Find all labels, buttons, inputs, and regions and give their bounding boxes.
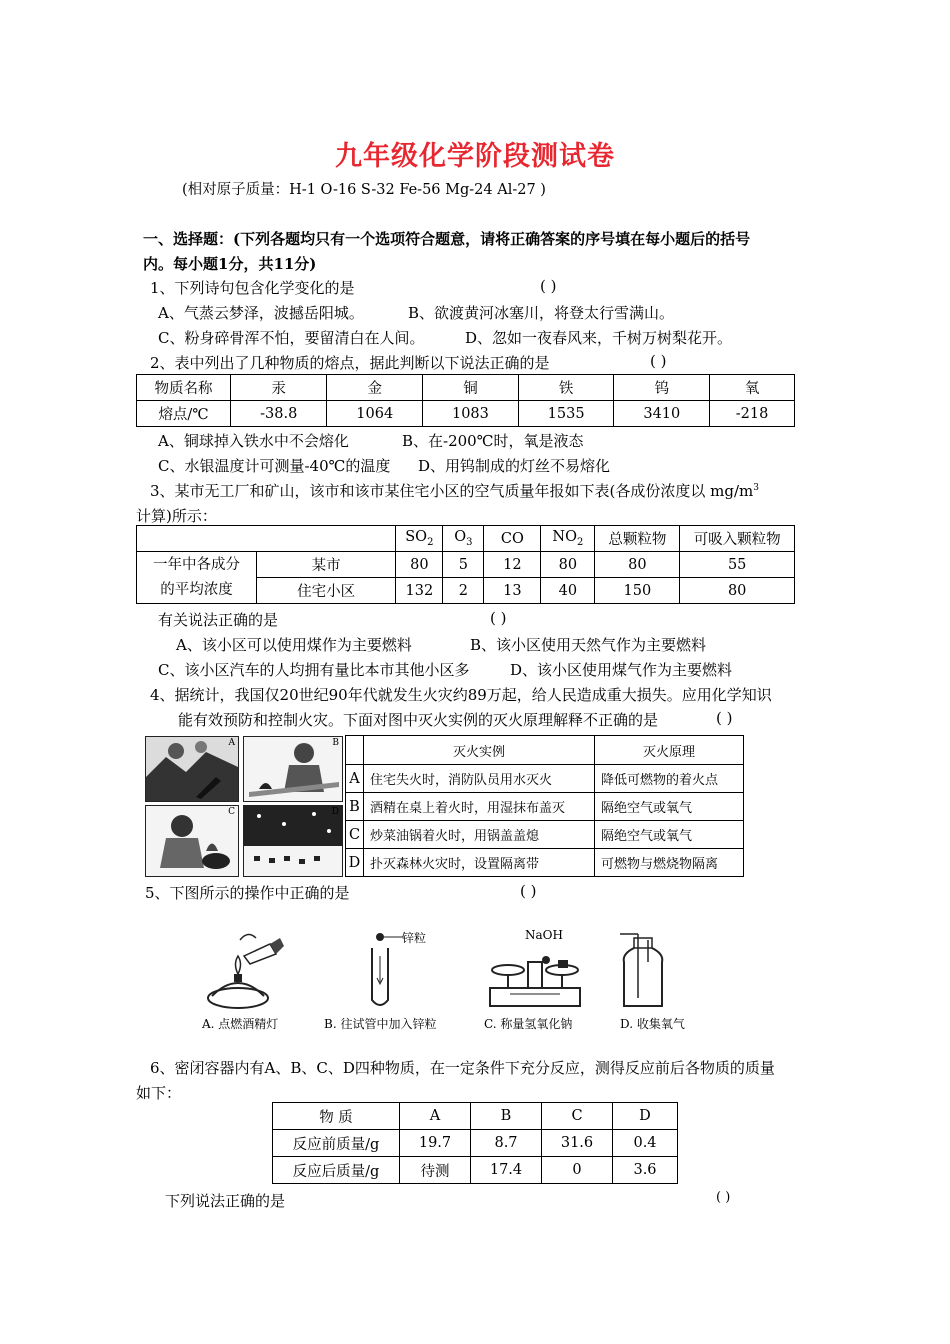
house-fire-illustration	[146, 737, 238, 801]
q3-answer-bracket: ( )	[490, 609, 507, 627]
aq-header-cell: 总颗粒物	[595, 526, 680, 552]
aq-cell: 2	[443, 578, 484, 604]
q1-answer-bracket: ( )	[540, 277, 557, 295]
mass-header-cell: B	[471, 1103, 542, 1130]
mp-header-cell: 铁	[518, 375, 614, 401]
q2-answer-bracket: ( )	[650, 352, 667, 370]
fire-picture-c	[145, 805, 239, 877]
aq-cell: 150	[595, 578, 680, 604]
q3-option-c: C、该小区汽车的人均拥有量比本市其他小区多	[158, 661, 470, 679]
q3-option-b: B、该小区使用天然气作为主要燃料	[470, 636, 707, 654]
aq-header-sub: 2	[576, 536, 584, 548]
aq-header-cell: 可吸入颗粒物	[680, 526, 795, 552]
q1-option-b: B、欲渡黄河冰塞川，将登太行雪满山。	[408, 304, 675, 322]
fire-principle-cell: 可燃物与燃烧物隔离	[595, 849, 744, 877]
fire-row-label: C	[346, 821, 364, 849]
pan-fire-illustration	[146, 806, 238, 876]
aq-cell: 5	[443, 552, 484, 578]
aq-header-cell	[443, 526, 484, 552]
fire-row-label: D	[346, 849, 364, 877]
q5-answer-bracket: ( )	[520, 882, 537, 900]
aq-row-label: 某市	[257, 552, 396, 578]
q2-option-a: A、铜球掉入铁水中不会熔化	[158, 432, 349, 450]
mass-header-cell: 物 质	[273, 1103, 400, 1130]
q5-caption-a: A. 点燃酒精灯	[202, 1017, 279, 1031]
section-heading-line2: 内。每小题1分，共11分)	[143, 255, 317, 273]
mp-row-cell: 1535	[518, 401, 614, 427]
mp-header-cell: 氧	[710, 375, 795, 401]
gas-bottle-figure	[618, 932, 668, 1010]
aq-cell: 80	[595, 552, 680, 578]
mass-cell: 反应前质量/g	[273, 1130, 400, 1157]
fire-table-header: 灭火实例	[364, 736, 595, 765]
mp-header-cell: 物质名称	[137, 375, 231, 401]
q5-caption-c: C. 称量氢氧化钠	[484, 1017, 573, 1031]
atomic-masses: (相对原子质量：H-1 O-16 S-32 Fe-56 Mg-24 Al-27 )	[182, 182, 546, 198]
q6-stem-line2: 如下：	[136, 1084, 182, 1102]
q4-stem-line1: 4、据统计，我国仅20世纪90年代就发生火灾约89万起，给人民造成重大损失。应用化学知识	[150, 686, 772, 704]
q1-option-d: D、忽如一夜春风来，千树万树梨花开。	[465, 329, 733, 347]
aq-group-label-line2: 的平均浓度	[160, 581, 233, 598]
fire-picture-b	[243, 736, 343, 802]
forest-fire-illustration	[244, 806, 342, 876]
fire-table-header: 灭火原理	[595, 736, 744, 765]
aq-cell: 80	[541, 552, 595, 578]
alcohol-lamp-figure	[200, 930, 290, 1012]
mp-row-cell: 3410	[614, 401, 710, 427]
fire-row-label: A	[346, 765, 364, 793]
q4-stem-line2: 能有效预防和控制火灾。下面对图中灭火实例的灭火原理解释不正确的是	[178, 711, 659, 729]
q6-stem-line1: 6、密闭容器内有A、B、C、D四种物质，在一定条件下充分反应，测得反应前后各物质的质量	[150, 1059, 775, 1077]
q2-stem: 2、表中列出了几种物质的熔点，据此判断以下说法正确的是	[150, 354, 550, 372]
mass-cell: 0	[542, 1157, 613, 1184]
melting-point-table	[136, 374, 795, 427]
q2-option-c: C、水银温度计可测量-40℃的温度	[158, 457, 391, 475]
air-quality-table	[136, 525, 795, 604]
q3-stem-line2: 计算)所示：	[136, 507, 217, 525]
aq-group-label	[137, 552, 257, 604]
mp-row-cell: -38.8	[231, 401, 327, 427]
aq-header-cell	[396, 526, 443, 552]
aq-header-text: O	[454, 529, 467, 546]
aq-corner-cell	[137, 526, 396, 552]
mass-cell: 0.4	[613, 1130, 678, 1157]
mass-cell: 3.6	[613, 1157, 678, 1184]
fire-picture-d	[243, 805, 343, 877]
aq-cell: 80	[396, 552, 443, 578]
aq-group-label-line1: 一年中各成分	[153, 556, 240, 573]
aq-header-cell: CO	[484, 526, 541, 552]
aq-cell: 40	[541, 578, 595, 604]
mp-row-cell: -218	[710, 401, 795, 427]
fire-row-label: B	[346, 793, 364, 821]
aq-cell: 12	[484, 552, 541, 578]
aq-header-sub: 2	[427, 536, 434, 548]
mp-row-cell: 1083	[423, 401, 519, 427]
mp-header-cell: 金	[327, 375, 423, 401]
q3-stem-text: 3、某市无工厂和矿山，该市和该市某住宅小区的空气质量年报如下表(各成份浓度以 mg/m	[150, 482, 754, 500]
fire-example-cell: 炒菜油锅着火时，用锅盖盖熄	[364, 821, 595, 849]
q6-answer-bracket: ( )	[716, 1190, 731, 1205]
mp-row-cell: 1064	[327, 401, 423, 427]
fire-picture-a	[145, 736, 239, 802]
mass-cell: 反应后质量/g	[273, 1157, 400, 1184]
q5-caption-b: B. 往试管中加入锌粒	[324, 1017, 437, 1031]
mass-header-cell: D	[613, 1103, 678, 1130]
aq-cell: 132	[396, 578, 443, 604]
mass-cell: 31.6	[542, 1130, 613, 1157]
mass-header-cell: A	[400, 1103, 471, 1130]
q3-option-a: A、该小区可以使用煤作为主要燃料	[176, 636, 412, 654]
mass-cell: 19.7	[400, 1130, 471, 1157]
q3-stem-superscript: 3	[753, 483, 760, 493]
picture-tag: D	[331, 807, 339, 817]
q1-stem: 1、下列诗句包含化学变化的是	[150, 279, 355, 297]
picture-tag: A	[228, 738, 235, 748]
fire-principle-cell: 隔绝空气或氧气	[595, 793, 744, 821]
q6-prompt: 下列说法正确的是	[165, 1192, 286, 1210]
mp-row-cell: 熔点/℃	[137, 401, 231, 427]
fire-table	[345, 735, 744, 877]
fire-example-cell: 酒精在桌上着火时，用湿抹布盖灭	[364, 793, 595, 821]
picture-tag: B	[332, 738, 339, 748]
table-fire-illustration	[244, 737, 342, 801]
q3-prompt: 有关说法正确的是	[158, 611, 279, 629]
section-heading-line1: 一、选择题：(下列各题均只有一个选项符合题意，请将正确答案的序号填在每小题后的括号	[143, 230, 751, 248]
fire-example-cell: 住宅失火时，消防队员用水灭火	[364, 765, 595, 793]
q1-option-c: C、粉身碎骨浑不怕，要留清白在人间。	[158, 329, 425, 347]
q1-option-a: A、气蒸云梦泽，波撼岳阳城。	[158, 304, 364, 322]
zinc-label: 锌粒	[402, 931, 427, 945]
mass-header-cell: C	[542, 1103, 613, 1130]
naoh-label: NaOH	[525, 928, 563, 942]
mass-cell: 待测	[400, 1157, 471, 1184]
mass-cell: 17.4	[471, 1157, 542, 1184]
q3-stem	[150, 480, 759, 501]
reaction-mass-table	[272, 1102, 678, 1184]
q2-option-d: D、用钨制成的灯丝不易熔化	[418, 457, 611, 475]
mass-cell: 8.7	[471, 1130, 542, 1157]
mp-header-cell: 钨	[614, 375, 710, 401]
aq-header-cell	[541, 526, 595, 552]
fire-table-corner	[346, 736, 364, 765]
aq-header-text: SO	[405, 529, 428, 546]
fire-principle-cell: 隔绝空气或氧气	[595, 821, 744, 849]
balance-figure	[480, 942, 590, 1008]
mp-header-cell: 铜	[423, 375, 519, 401]
aq-cell: 55	[680, 552, 795, 578]
fire-principle-cell: 降低可燃物的着火点	[595, 765, 744, 793]
q3-option-d: D、该小区使用煤气作为主要燃料	[510, 661, 733, 679]
page-title: 九年级化学阶段测试卷	[335, 141, 615, 172]
mp-header-cell: 汞	[231, 375, 327, 401]
aq-row-label: 住宅小区	[257, 578, 396, 604]
aq-header-text: NO	[552, 529, 577, 546]
aq-cell: 80	[680, 578, 795, 604]
q4-answer-bracket: ( )	[716, 709, 733, 727]
q5-stem: 5、下图所示的操作中正确的是	[145, 884, 350, 902]
picture-tag: C	[228, 807, 235, 817]
aq-cell: 13	[484, 578, 541, 604]
aq-header-sub: 3	[466, 536, 473, 548]
q2-option-b: B、在-200℃时，氧是液态	[402, 432, 584, 450]
fire-example-cell: 扑灭森林火灾时，设置隔离带	[364, 849, 595, 877]
q5-caption-d: D. 收集氧气	[620, 1017, 685, 1031]
